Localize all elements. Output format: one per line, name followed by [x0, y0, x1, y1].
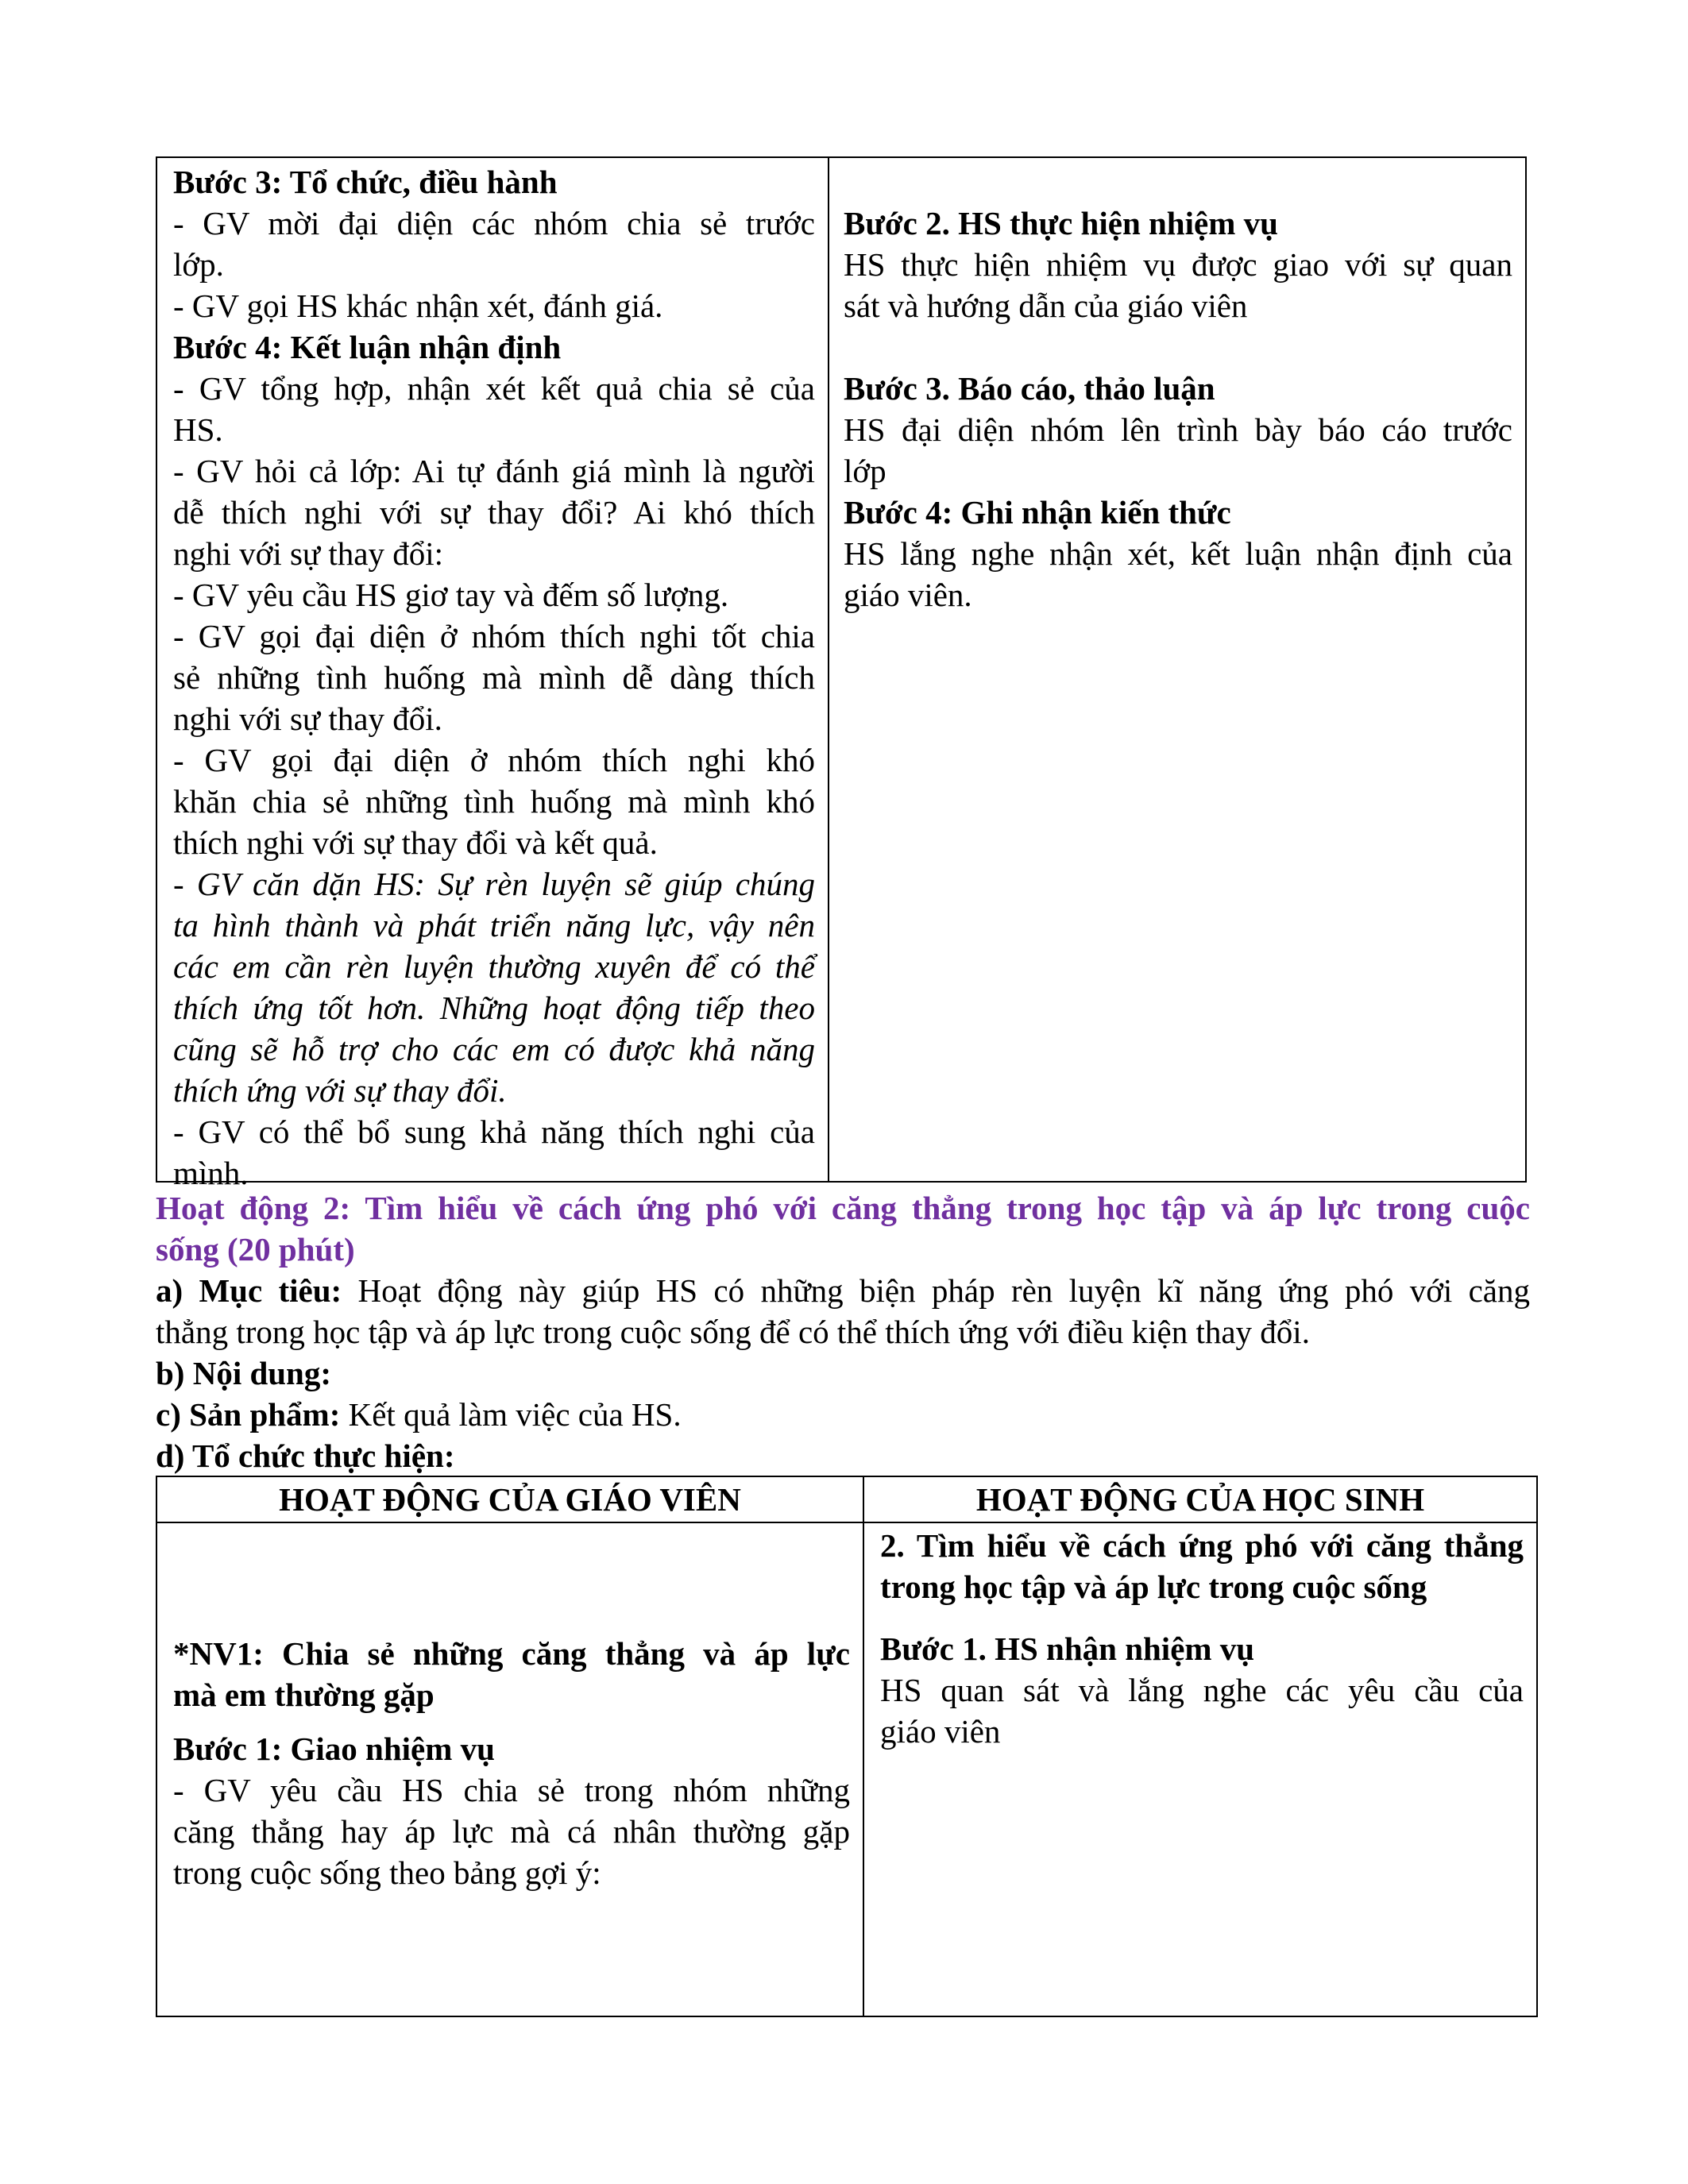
text-line: lớp. [173, 246, 224, 283]
header-student: HOẠT ĐỘNG CỦA HỌC SINH [975, 1481, 1425, 1518]
text-line: sẻ những tình huống mà mình dễ dàng thích [173, 659, 815, 696]
text-line: mình. [173, 1155, 249, 1191]
section-heading: Hoạt động 2: Tìm hiểu về cách ứng phó với căng thẳng trong học tập và áp lực trong cuộc [156, 1190, 1530, 1226]
text-line: dễ thích nghi với sự thay đổi? Ai khó thích [173, 494, 815, 531]
text-line: - GV gọi đại diện ở nhóm thích nghi khó [173, 742, 815, 778]
step3-title: Bước 3: Tổ chức, điều hành [173, 164, 558, 200]
text-line: giáo viên [880, 1713, 1001, 1750]
step1-title: Bước 1: Giao nhiệm vụ [173, 1731, 495, 1767]
teacher-activity-cell [173, 161, 815, 1194]
content-label: b) Nội dung: [156, 1355, 332, 1391]
text-line: - GV mời đại diện các nhóm chia sẻ trước [173, 205, 815, 241]
text-line: - GV yêu cầu HS giơ tay và đếm số lượng. [173, 577, 729, 613]
text-line: HS lắng nghe nhận xét, kết luận nhận định của [844, 535, 1512, 572]
italic-line: thích ứng với sự thay đổi. [173, 1072, 507, 1109]
italic-line: ta hình thành và phát triển năng lực, vậy nên [173, 907, 815, 943]
text-line: HS. [173, 411, 223, 448]
italic-line: các em cần rèn luyện thường xuyên để có thể [173, 948, 815, 985]
text-line: HS quan sát và lắng nghe các yêu cầu của [880, 1672, 1524, 1708]
text-line: - GV gọi HS khác nhận xét, đánh giá. [173, 287, 663, 324]
column-divider [828, 158, 829, 1181]
goal-line [156, 1270, 1530, 1311]
product-line [156, 1394, 1530, 1435]
text-line: giáo viên. [844, 577, 972, 613]
task-title: *NV1: Chia sẻ những căng thẳng và áp lực [173, 1635, 850, 1672]
text-line: - GV gọi đại diện ở nhóm thích nghi tốt chia [173, 618, 815, 654]
subsection-title-cont: trong học tập và áp lực trong cuộc sống [880, 1569, 1427, 1605]
text-line: lớp [844, 453, 886, 489]
text-line: nghi với sự thay đổi. [173, 700, 442, 737]
step2-title: Bước 2. HS thực hiện nhiệm vụ [844, 205, 1278, 241]
goal-label: a) Mục tiêu: [156, 1272, 342, 1309]
step1-title: Bước 1. HS nhận nhiệm vụ [880, 1630, 1255, 1667]
goal-text: Hoạt động này giúp HS có những biện pháp rèn luyện kĩ năng ứng phó với căng [342, 1272, 1530, 1309]
text-line: HS đại diện nhóm lên trình bày báo cáo trước [844, 411, 1512, 448]
italic-line: - GV căn dặn HS: Sự rèn luyện sẽ giúp chúng [173, 866, 815, 902]
header-divider [157, 1522, 1536, 1523]
text-line: khăn chia sẻ những tình huống mà mình khó [173, 783, 815, 820]
text-line: - GV yêu cầu HS chia sẻ trong nhóm những [173, 1772, 850, 1808]
task-title-cont: mà em thường gặp [173, 1677, 435, 1713]
column-divider [863, 1477, 864, 2016]
activity-2-section [156, 1187, 1530, 1476]
organization-label: d) Tổ chức thực hiện: [156, 1437, 455, 1474]
student-activity-cell [844, 203, 1512, 615]
text-line: trong cuộc sống theo bảng gợi ý: [173, 1854, 601, 1891]
text-line: - GV có thể bổ sung khả năng thích nghi của [173, 1113, 815, 1150]
teacher-activity-cell [173, 1633, 850, 1893]
header-teacher: HOẠT ĐỘNG CỦA GIÁO VIÊN [279, 1481, 741, 1518]
section-heading-cont: sống (20 phút) [156, 1231, 355, 1268]
product-text: Kết quả làm việc của HS. [340, 1396, 682, 1433]
text-line: - GV tổng hợp, nhận xét kết quả chia sẻ của [173, 370, 815, 407]
text-line: - GV hỏi cả lớp: Ai tự đánh giá mình là người [173, 453, 815, 489]
text-line: nghi với sự thay đổi: [173, 535, 444, 572]
step3-title: Bước 3. Báo cáo, thảo luận [844, 370, 1215, 407]
italic-line: cũng sẽ hỗ trợ cho các em có được khả năng [173, 1031, 815, 1067]
text-line: thích nghi với sự thay đổi và kết quả. [173, 824, 658, 861]
activity-table-continued [156, 156, 1527, 1191]
text-line: căng thẳng hay áp lực mà cá nhân thường gặp [173, 1813, 850, 1850]
text-line: HS thực hiện nhiệm vụ được giao với sự quan [844, 246, 1512, 283]
italic-line: thích ứng tốt hơn. Những hoạt động tiếp theo [173, 990, 815, 1026]
goal-text-cont: thẳng trong học tập và áp lực trong cuộc sống để có thể thích ứng với điều kiện thay đổi. [156, 1314, 1310, 1350]
step4-title: Bước 4: Kết luận nhận định [173, 329, 562, 365]
product-label: c) Sản phẩm: [156, 1396, 341, 1433]
text-line: sát và hướng dẫn của giáo viên [844, 287, 1248, 324]
student-activity-cell [880, 1525, 1524, 1752]
subsection-title: 2. Tìm hiểu về cách ứng phó với căng thẳng [880, 1527, 1524, 1564]
step4-title: Bước 4: Ghi nhận kiến thức [844, 494, 1231, 531]
activity-table [156, 1476, 1538, 2017]
